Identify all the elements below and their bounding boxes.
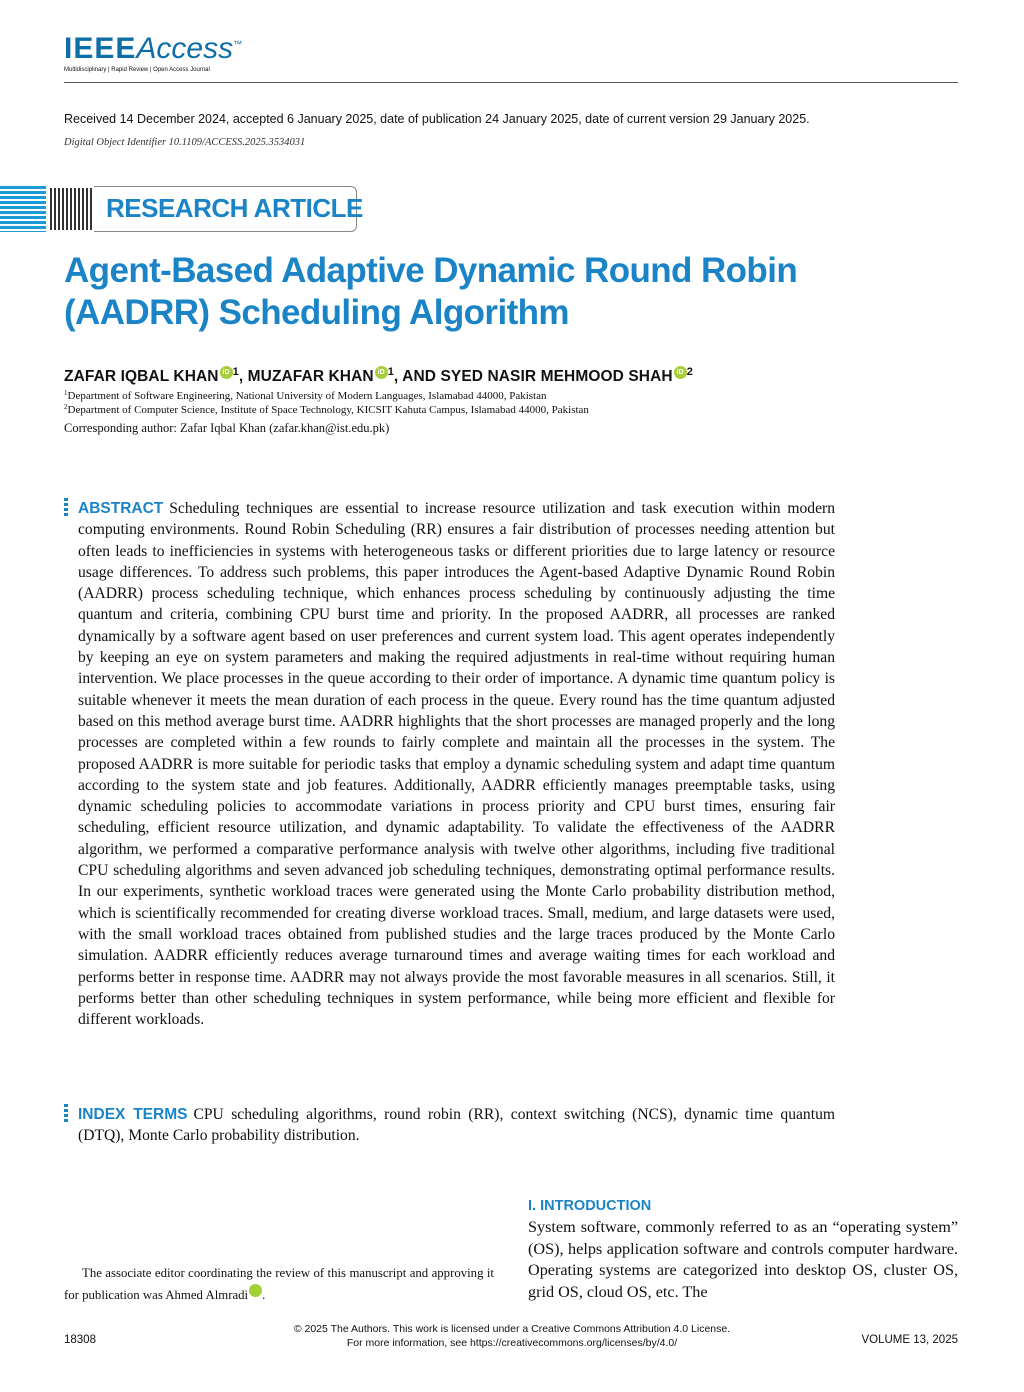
volume-label: VOLUME 13, 2025 <box>861 1334 958 1346</box>
banner-bars-decoration <box>50 188 92 230</box>
author-affiliation-mark: 1 <box>232 366 239 378</box>
orcid-icon[interactable]: iD <box>249 1284 262 1297</box>
abstract-marker-decoration <box>64 498 68 516</box>
page-number: 18308 <box>64 1334 96 1346</box>
author-name: MUZAFAR KHAN <box>247 368 374 385</box>
logo-tagline: Multidisciplinary | Rapid Review | Open Access Journal <box>64 67 210 73</box>
introduction-heading: I. INTRODUCTION <box>528 1198 652 1214</box>
author-list <box>64 366 693 386</box>
author-name: ZAFAR IQBAL KHAN <box>64 368 219 385</box>
license-line-2[interactable]: For more information, see https://creativecommons.org/licenses/by/4.0/ <box>346 1337 678 1349</box>
doi: Digital Object Identifier 10.1109/ACCESS.2025.3534031 <box>64 137 306 148</box>
index-terms-text: CPU scheduling algorithms, round robin (RR), context switching (NCS), dynamic time quantum (DTQ), Monte Carlo probability distribution. <box>78 1106 835 1145</box>
article-type-label: RESEARCH ARTICLE <box>106 193 363 223</box>
introduction-text: System software, commonly referred to as an “operating system” (OS), helps application software and controls computer hardware. Operating systems are categorized into desktop OS, cluster OS, grid OS, cloud OS, etc. The <box>528 1218 958 1301</box>
license-notice <box>200 1322 824 1350</box>
editor-note-text: The associate editor coordinating the review of this manuscript and approving it for publication was Ahmed Almradi <box>64 1266 494 1302</box>
index-terms-heading: INDEX TERMS <box>78 1106 188 1123</box>
license-line-1: © 2025 The Authors. This work is licensed under a Creative Commons Attribution 4.0 License. <box>293 1323 731 1335</box>
index-terms <box>78 1104 835 1147</box>
author-separator: , <box>238 368 248 385</box>
editor-note-end: . <box>262 1288 266 1302</box>
author-affiliation-mark: 2 <box>686 366 693 378</box>
abstract <box>78 498 835 1030</box>
header-divider <box>64 82 958 83</box>
orcid-icon[interactable]: iD <box>375 366 388 379</box>
article-type-banner <box>0 186 363 232</box>
journal-logo <box>64 28 242 73</box>
editor-note <box>64 1262 494 1306</box>
author-name: SYED NASIR MEHMOOD SHAH <box>440 368 673 385</box>
author-affiliation-mark: 1 <box>387 366 394 378</box>
orcid-icon[interactable]: iD <box>674 366 687 379</box>
affiliation-1: $^1$Department of Software Engineering, National University of Modern Languages, Islamabad 44000, Pakistan <box>64 389 547 402</box>
publication-dates: Received 14 December 2024, accepted 6 January 2025, date of publication 24 January 2025, date of current version 29 January 2025. <box>64 112 810 126</box>
logo-wordmark: IEEEAccess™ <box>64 32 243 65</box>
abstract-heading: ABSTRACT <box>78 500 164 517</box>
corresponding-author: Corresponding author: Zafar Iqbal Khan (zafar.khan@ist.edu.pk) <box>64 421 390 435</box>
paper-title: Agent-Based Adaptive Dynamic Round Robin (AADRR) Scheduling Algorithm <box>64 251 798 332</box>
banner-stripes-decoration <box>0 186 46 232</box>
abstract-text: Scheduling techniques are essential to increase resource utilization and task execution within modern computing environments. Round Robin Scheduling (RR) ensures a fair distribution of processes needing attention but often leads to inefficiencies in systems with heterogeneous tasks or different priorities due to large latency or resource usage differences. To address such problems, this paper introduces the Agent-based Adaptive Dynamic Round Robin (AADRR) process scheduling technique, which enhances process scheduling by continuously adjusting the time quantum and criteria, combining CPU burst time and priority. In the proposed AADRR, all processes are ranked dynamically by a software agent based on user preferences and current system load. This agent operates independently by keeping an eye on system parameters and making the required adjustments in real-time without requiring human intervention. We place processes in the queue according to their order of importance. A dynamic time quantum policy is suitable whenever it meets the mean duration of each process in the queue. Every round has the time quantum adjusted based on this method average burst time. AADRR highlights that the short processes are managed properly and the long processes are completed within a few rounds to fairly complete and maintain all the processes in the system. The proposed AADRR is more suitable for periodic tasks that employ a dynamic scheduling system and adapt time quantum according to the system state and job features. Additionally, AADRR efficiently manages preemptable tasks, using dynamic scheduling policies to accommodate variations in process priority and CPU burst times, ensuring fair scheduling, efficient resource utilization, and dynamic adaptability. To validate the effectiveness of the AADRR algorithm, we performed a comparative performance analysis with twelve other algorithms, including five traditional CPU scheduling algorithms and seven advanced job scheduling techniques, demonstrating optimal performance results. In our experiments, synthetic workload traces were generated using the Monte Carlo probability distribution method, which is scientifically recommended for creating diverse workload traces. Small, medium, and large datasets were used, with the small workload traces obtained from published studies and the large traces produced by the Monte Carlo simulation. AADRR efficiently reduces average turnaround times and average waiting times for each workload and performs better in response time. AADRR may not always provide the most favorable measures in all scenarios. Still, it performs better than other scheduling techniques in system performance, while being more efficient and flexible for different workloads. <box>78 500 835 1029</box>
affiliation-2: $^2$Department of Computer Science, Institute of Space Technology, KICSIT Kahuta Campus, Islamabad 44000, Pakistan <box>64 403 589 416</box>
author-separator: , AND <box>393 368 441 385</box>
orcid-icon[interactable]: iD <box>220 366 233 379</box>
index-terms-marker-decoration <box>64 1104 68 1122</box>
